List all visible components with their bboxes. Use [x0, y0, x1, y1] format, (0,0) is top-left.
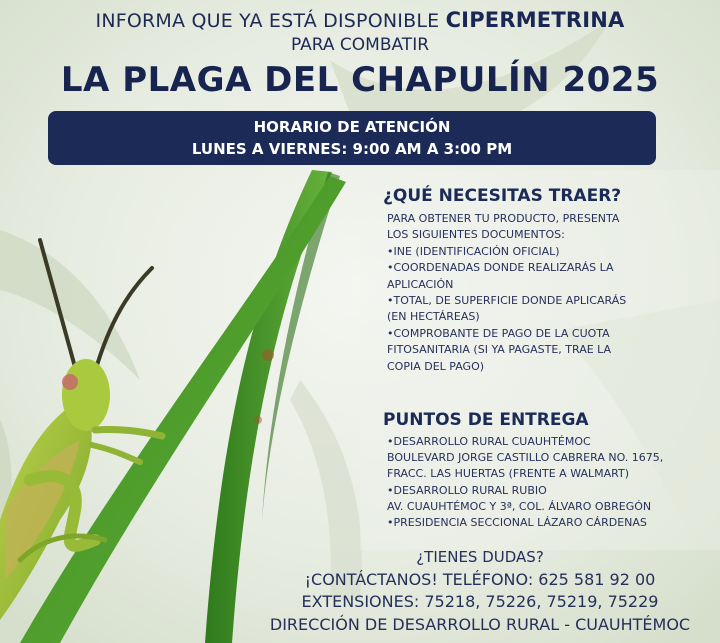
delivery-line: AV. CUAUHTÉMOC Y 3ª, COL. ÁLVARO OBREGÓN	[387, 499, 652, 513]
hours-banner	[48, 111, 656, 165]
requirements-line: •COORDENADAS DONDE REALIZARÁS LA	[387, 261, 614, 275]
hours-heading: HORARIO DE ATENCIÓN	[253, 118, 451, 136]
requirements-line: •TOTAL, DE SUPERFICIE DONDE APLICARÁS	[387, 294, 627, 308]
intro-prefix: INFORMA QUE YA ESTÁ DISPONIBLE	[95, 10, 440, 32]
contact-phone: ¡CONTÁCTANOS! TELÉFONO: 625 581 92 00	[304, 569, 656, 589]
requirements-list	[387, 211, 707, 375]
requirements-line: •INE (IDENTIFICACIÓN OFICIAL)	[387, 244, 560, 258]
delivery-line: FRACC. LAS HUERTAS (FRENTE A WALMART)	[387, 467, 630, 481]
contact-extensions: EXTENSIONES: 75218, 75226, 75219, 75229	[301, 592, 659, 611]
delivery-line: •DESARROLLO RURAL RUBIO	[387, 483, 547, 497]
contact-question: ¿TIENES DUDAS?	[416, 548, 544, 566]
delivery-list	[387, 434, 717, 531]
requirements-line: PARA OBTENER TU PRODUCTO, PRESENTA	[387, 212, 620, 225]
requirements-line: FITOSANITARIA (SI YA PAGASTE, TRAE LA	[387, 343, 612, 357]
delivery-title: PUNTOS DE ENTREGA	[383, 410, 589, 430]
requirements-line: APLICACIÓN	[387, 277, 454, 291]
intro-line-2: PARA COMBATIR	[290, 35, 430, 55]
requirements-line: •COMPROBANTE DE PAGO DE LA CUOTA	[387, 326, 610, 340]
requirements-line: LOS SIGUIENTES DOCUMENTOS:	[387, 228, 565, 242]
requirements-line: COPIA DEL PAGO)	[387, 359, 485, 373]
requirements-line: (EN HECTÁREAS)	[387, 310, 480, 324]
intro-line	[0, 8, 720, 32]
requirements-title: ¿QUÉ NECESITAS TRAER?	[383, 186, 622, 206]
delivery-line: BOULEVARD JORGE CASTILLO CABRERA NO. 1675,	[387, 451, 664, 465]
contact-section	[240, 546, 720, 636]
page-title: LA PLAGA DEL CHAPULÍN 2025	[60, 60, 660, 100]
hours-schedule: LUNES A VIERNES: 9:00 AM A 3:00 PM	[191, 140, 513, 158]
delivery-line: •DESARROLLO RURAL CUAUHTÉMOC	[387, 435, 591, 448]
contact-office: DIRECCIÓN DE DESARROLLO RURAL - CUAUHTÉMOC	[269, 614, 691, 634]
product-name: CIPERMETRINA	[445, 8, 625, 32]
delivery-line: •PRESIDENCIA SECCIONAL LÁZARO CÁRDENAS	[387, 516, 647, 530]
